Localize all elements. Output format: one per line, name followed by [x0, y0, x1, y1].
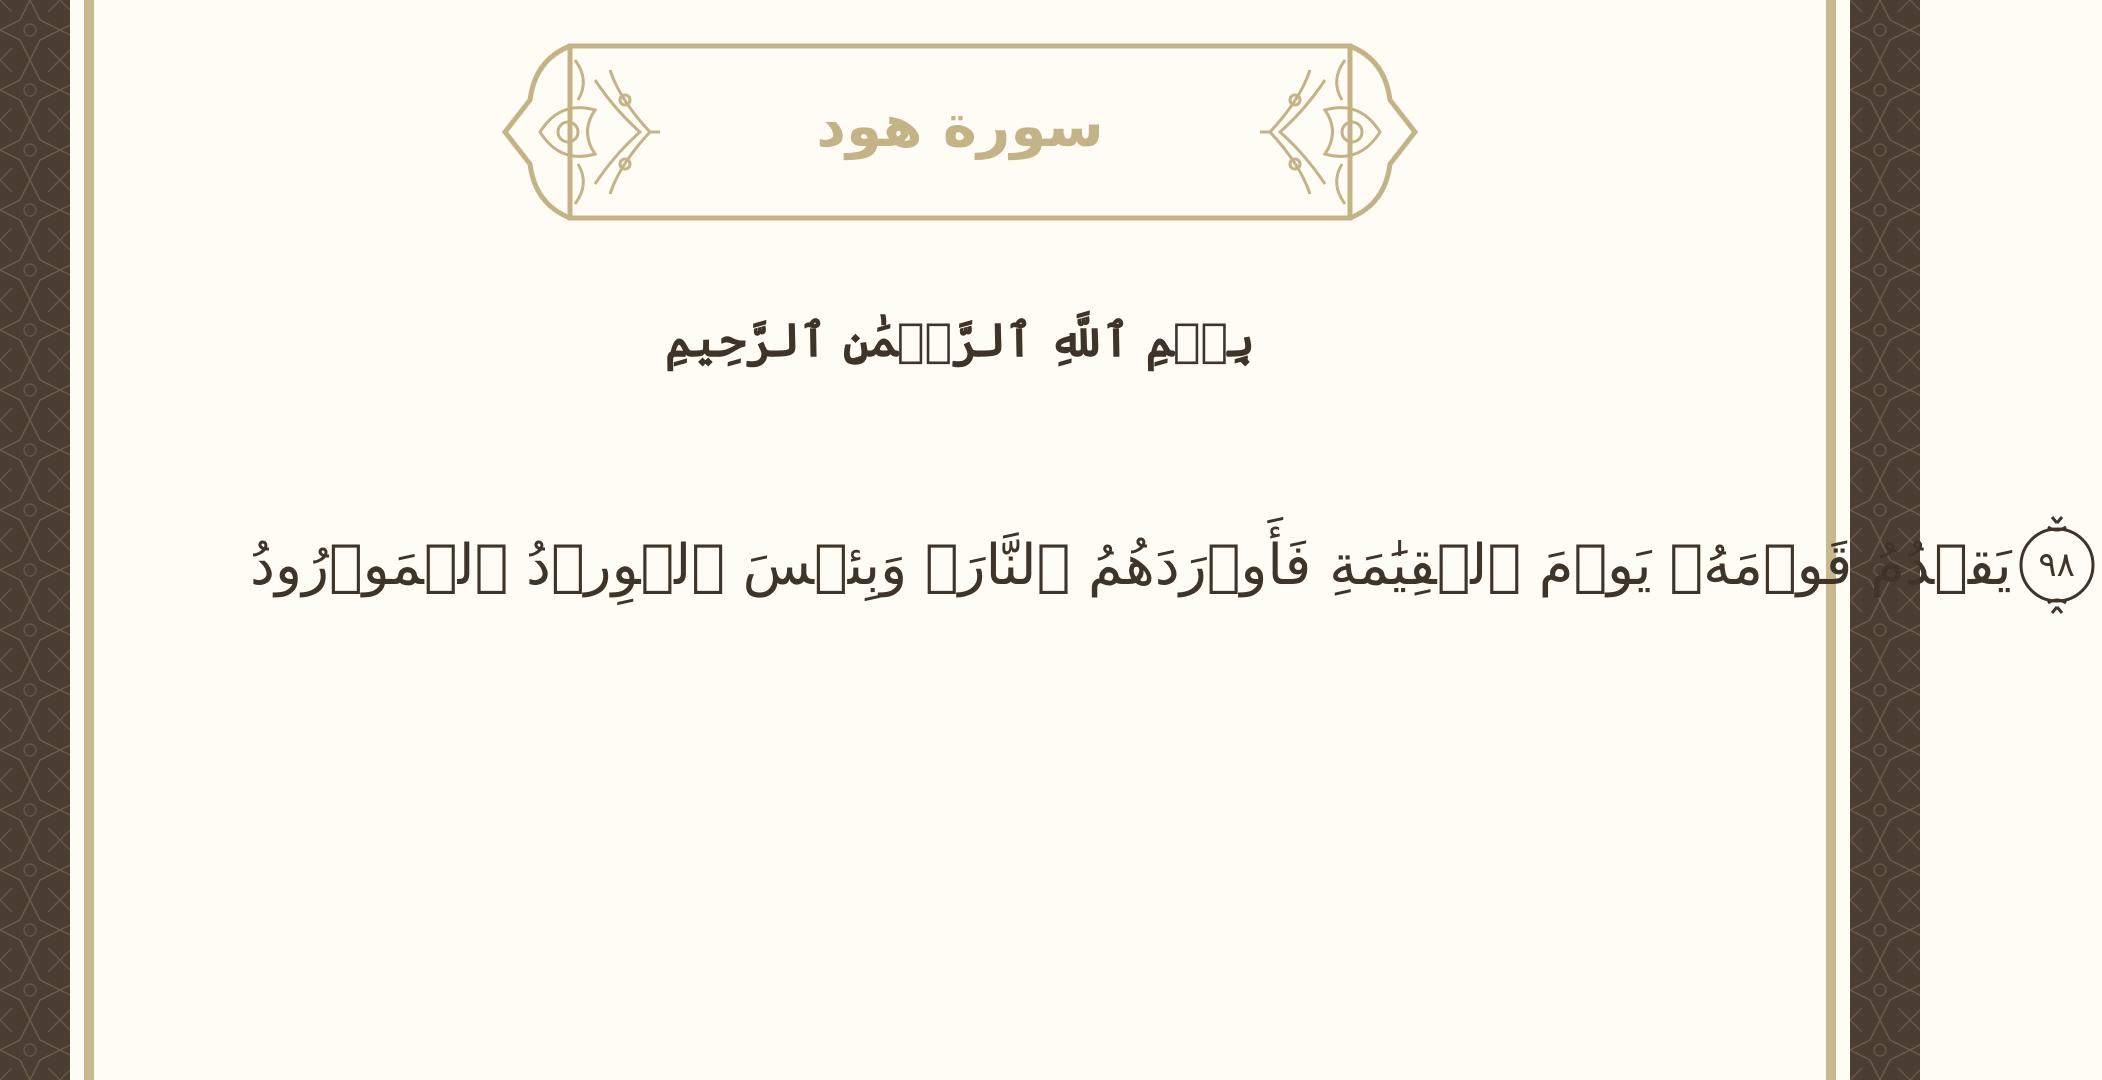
left-pattern-border	[0, 0, 70, 1080]
geometric-pattern-icon	[0, 0, 70, 1080]
surah-header	[500, 40, 1420, 230]
ayah-end-marker	[2012, 515, 2102, 615]
ayah-number: ٩٨	[2038, 545, 2075, 585]
verse-line	[250, 500, 2075, 630]
basmala: بِسۡمِ ٱللَّهِ ٱلرَّحۡمَٰنِ ٱلرَّحِيمِ	[665, 313, 1255, 367]
surah-title: سورة هود	[816, 92, 1104, 160]
verse-text: يَقۡدُمُ قَوۡمَهُۥ يَوۡمَ ٱلۡقِيَٰمَةِ فَأَوۡرَدَهُمُ ٱلنَّارَۖ وَبِئۡسَ ٱلۡوِرۡدُ ٱلۡمَوۡرُودُ	[250, 532, 2012, 598]
left-gold-rule	[84, 0, 94, 1080]
